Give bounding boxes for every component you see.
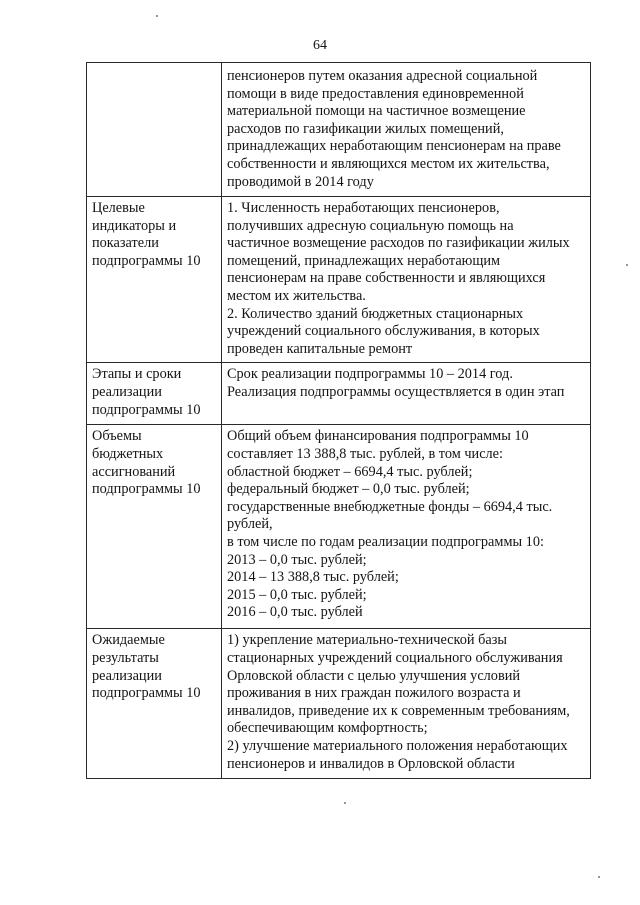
table-row-indicators — [87, 197, 591, 363]
text-line: проводимой в 2014 году — [227, 173, 374, 190]
table-row-funding — [87, 425, 591, 629]
text-line: 2014 – 13 388,8 тыс. рублей; — [227, 569, 399, 586]
label-line: реализации — [92, 383, 162, 400]
text-line: проживания в них граждан пожилого возраста и — [227, 685, 521, 702]
content-cell-results — [222, 629, 591, 779]
content-cell-funding — [222, 425, 591, 629]
label-line: Ожидаемые — [92, 632, 165, 649]
label-line: показатели — [92, 235, 159, 252]
text-line: пенсионерам на праве собственности и являющихся — [227, 270, 546, 287]
label-line: подпрограммы 10 — [92, 685, 201, 702]
text-line: учреждений социального обслуживания, в которых — [227, 323, 540, 340]
text-line: получивших адресную социальную помощь на — [227, 217, 514, 234]
text-line: Реализация подпрограммы осуществляется в один этап — [227, 383, 565, 400]
label-line: бюджетных — [92, 445, 164, 462]
text-line: в том числе по годам реализации подпрограммы 10: — [227, 533, 544, 550]
text-line: помощи в виде предоставления единовременной — [227, 85, 524, 102]
label-cell-funding — [87, 425, 222, 629]
text-line: материальной помощи на частичное возмещение — [227, 103, 526, 120]
text-line: 2013 – 0,0 тыс. рублей; — [227, 551, 367, 568]
content-cell-indicators — [222, 197, 591, 363]
text-line: 1. Численность неработающих пенсионеров, — [227, 200, 500, 216]
text-line: областной бюджет – 6694,4 тыс. рублей; — [227, 463, 473, 480]
text-line: составляет 13 388,8 тыс. рублей, в том числе: — [227, 445, 504, 462]
text-line: стационарных учреждений социального обслуживания — [227, 649, 563, 666]
page-number: 64 — [313, 38, 327, 53]
label-line: подпрограммы 10 — [92, 252, 201, 269]
text-line: местом их жительства. — [227, 287, 366, 304]
text-line: обеспечивающим комфортность; — [227, 720, 428, 737]
text-line: пенсионеров и инвалидов в Орловской области — [227, 755, 515, 772]
content-cell-continuation — [222, 63, 591, 197]
label-line: Объемы — [92, 428, 142, 445]
content-cell-stages — [222, 363, 591, 425]
text-line: 2015 – 0,0 тыс. рублей; — [227, 586, 367, 603]
label-line: подпрограммы 10 — [92, 481, 201, 498]
text-line: 2) улучшение материального положения неработающих — [227, 737, 568, 754]
text-line: 2. Количество зданий бюджетных стационарных — [227, 305, 524, 322]
label-line: результаты — [92, 649, 159, 666]
text-line: проведен капитальные ремонт — [227, 340, 413, 357]
text-line: инвалидов, приведение их к современным требованиям, — [227, 702, 570, 719]
scan-speck — [626, 264, 628, 266]
text-line: принадлежащих неработающим пенсионерам на праве — [227, 138, 561, 155]
text-line: пенсионеров путем оказания адресной социальной — [227, 68, 538, 84]
label-cell-empty — [87, 63, 222, 197]
table-row-continuation — [87, 63, 591, 197]
scan-speck — [598, 876, 600, 878]
text-line: расходов по газификации жилых помещений, — [227, 120, 504, 137]
text-line: 1) укрепление материально-технической базы — [227, 632, 507, 649]
table-row-stages — [87, 363, 591, 425]
text-line: рублей, — [227, 516, 273, 533]
text-line: 2016 – 0,0 тыс. рублей — [227, 604, 363, 621]
label-line: подпрограммы 10 — [92, 401, 201, 418]
text-line: собственности и являющихся местом их жительства, — [227, 155, 550, 172]
label-line: Этапы и сроки — [92, 366, 182, 383]
label-line: индикаторы и — [92, 217, 177, 234]
label-cell-indicators — [87, 197, 222, 363]
scan-speck — [344, 802, 346, 804]
text-line: Орловской области с целью улучшения условий — [227, 667, 520, 684]
text-line: помещений, принадлежащих неработающим — [227, 252, 501, 269]
label-line: ассигнований — [92, 463, 176, 480]
text-line: федеральный бюджет – 0,0 тыс. рублей; — [227, 481, 470, 498]
label-cell-stages — [87, 363, 222, 425]
label-line: Целевые — [92, 200, 145, 216]
label-line: реализации — [92, 667, 162, 684]
text-line: частичное возмещение расходов по газификации жилых — [227, 235, 570, 252]
text-line: Срок реализации подпрограммы 10 – 2014 год. — [227, 366, 513, 383]
label-cell-results — [87, 629, 222, 779]
scan-speck — [156, 15, 158, 17]
passport-table — [86, 62, 591, 779]
table-row-results — [87, 629, 591, 779]
text-line: государственные внебюджетные фонды – 6694,4 тыс. — [227, 498, 553, 515]
text-line: Общий объем финансирования подпрограммы 10 — [227, 428, 529, 445]
